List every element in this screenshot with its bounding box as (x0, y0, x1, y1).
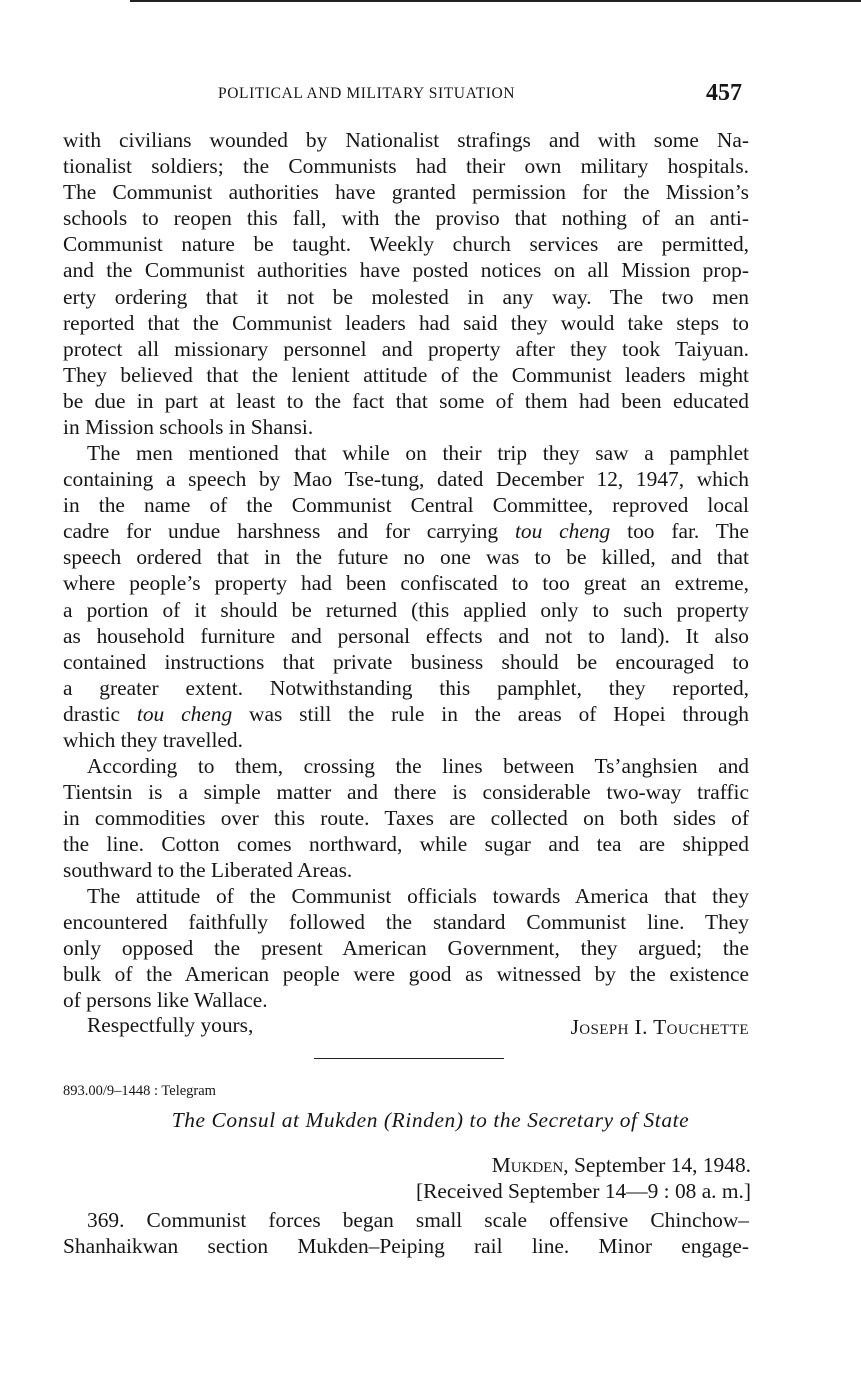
top-border-rule (130, 0, 861, 2)
dateline-place: Mukden, (491, 1153, 569, 1177)
paragraph-1 (63, 127, 749, 440)
text-line: According to them, crossing the lines between Ts’anghsien and (87, 754, 749, 778)
text-line: southward to the Liberated Areas. (63, 858, 353, 883)
dateline (492, 1153, 751, 1178)
text-line: schools to reopen this fall, with the proviso that nothing of an anti- (63, 206, 749, 231)
received-stamp: [Received September 14—9 : 08 a. m.] (415, 1179, 751, 1203)
dateline-date: September 14, 1948. (568, 1153, 751, 1177)
letter-closing (63, 1013, 749, 1041)
text-line: reported that the Communist leaders had said they would take steps to (63, 310, 749, 335)
running-title: POLITICAL AND MILITARY SITUATION (218, 85, 516, 102)
text-line: The men mentioned that while on their trip they saw a pamphlet (87, 441, 749, 465)
text-line: encountered faithfully followed the standard Communist line. They (63, 910, 749, 935)
text-line (63, 518, 749, 544)
text-line (63, 701, 749, 727)
page-number: 457 (706, 80, 742, 106)
text-line: in Mission schools in Shansi. (63, 415, 314, 440)
text-line: Communist nature be taught. Weekly church services are permitted, (63, 232, 749, 257)
text-line: The Communist authorities have granted permission for the Mission’s (63, 180, 749, 205)
signature: Joseph I. Touchette (570, 1015, 749, 1039)
text-line: contained instructions that private business should be encouraged to (63, 649, 749, 674)
text-line: Shanhaikwan section Mukden–Peiping rail line. Minor engage- (63, 1234, 749, 1259)
salutation: Respectfully yours, (87, 1013, 254, 1037)
text-run: was still the rule in the areas of Hopei through (232, 701, 749, 726)
telegram-body (63, 1207, 749, 1259)
title-text: The Consul at Mukden ( (171, 1108, 392, 1132)
italic-term: tou cheng (136, 701, 233, 726)
paragraph-3 (63, 753, 749, 883)
text-line: They believed that the lenient attitude of the Communist leaders might (63, 362, 749, 387)
document-title (0, 1108, 861, 1133)
text-line: the line. Cotton comes northward, while sugar and tea are shipped (63, 832, 749, 857)
text-line: tionalist soldiers; the Communists had their own military hospitals. (63, 154, 749, 179)
title-text: ) to the Secretary of State (455, 1108, 690, 1132)
text-line: where people’s property had been confiscated to too great an extreme, (63, 571, 749, 596)
text-line: and the Communist authorities have posted notices on all Mission prop- (63, 258, 749, 283)
text-line: Tientsin is a simple matter and there is considerable two-way traffic (63, 780, 749, 805)
text-line: erty ordering that it not be molested in any way. The two men (63, 284, 749, 309)
italic-term: tou cheng (514, 519, 611, 544)
document-reference: 893.00/9–1448 : Telegram (63, 1083, 216, 1099)
paragraph-4 (63, 883, 749, 1013)
paragraph-2 (63, 440, 749, 753)
text-line: containing a speech by Mao Tse-tung, dated December 12, 1947, which (63, 467, 749, 492)
text-line: protect all missionary personnel and property after they took Taiyuan. (63, 336, 749, 361)
text-line: a portion of it should be returned (this applied only to such property (63, 597, 749, 622)
running-header (0, 82, 861, 108)
text-line: a greater extent. Notwithstanding this pamphlet, they reported, (63, 675, 749, 700)
text-run: drastic (63, 701, 137, 726)
text-line: of persons like Wallace. (63, 988, 268, 1013)
text-line: speech ordered that in the future no one was to be killed, and that (63, 545, 749, 570)
text-line: bulk of the American people were good as witnessed by the existence (63, 962, 749, 987)
text-run: cadre for undue harshness and for carrying (63, 519, 515, 544)
text-run: too far. The (610, 519, 750, 544)
title-name: Rinden (391, 1108, 456, 1132)
text-line: which they travelled. (63, 728, 243, 753)
text-line: only opposed the present American Government, they argued; the (63, 936, 749, 961)
text-line: in the name of the Communist Central Committee, reproved local (63, 493, 749, 518)
text-line: with civilians wounded by Nationalist strafings and with some Na- (63, 128, 749, 152)
text-line: 369. Communist forces began small scale offensive Chinchow– (87, 1208, 749, 1232)
text-line: as household furniture and personal effects and not to land). It also (63, 623, 749, 648)
text-line: in commodities over this route. Taxes are collected on both sides of (63, 806, 749, 831)
section-divider (314, 1058, 504, 1059)
text-line: The attitude of the Communist officials towards America that they (87, 884, 749, 908)
text-line: be due in part at least to the fact that some of them had been educated (63, 388, 749, 413)
